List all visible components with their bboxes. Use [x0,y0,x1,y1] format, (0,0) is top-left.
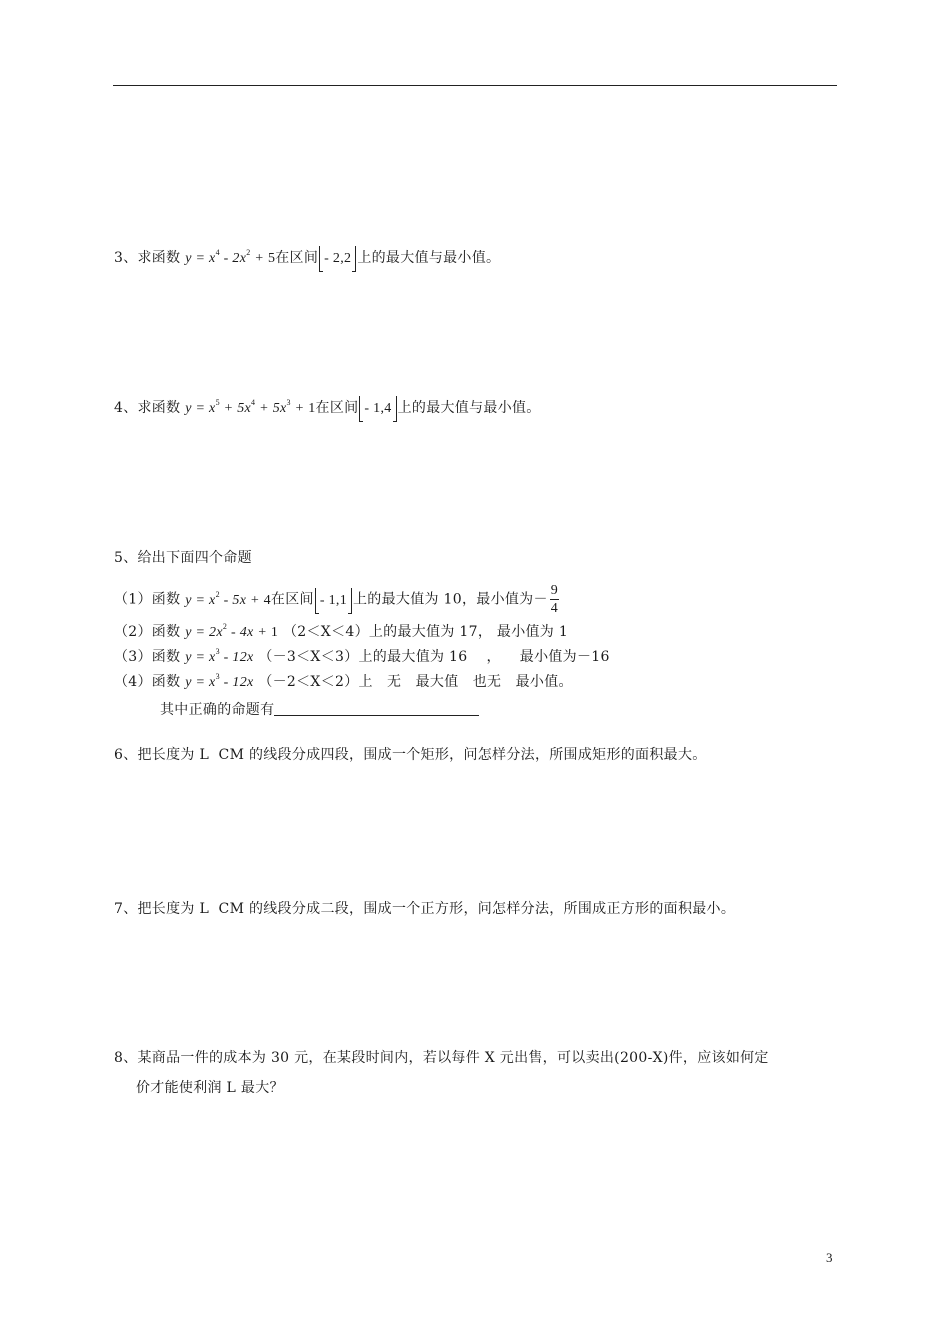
q5-item-3-formula: $y = x^3 - 12x$ [185,647,254,665]
q5-item-2-suffix: （2＜X＜4）上的最大值为 17， 最小值为 1 [283,624,569,640]
question-8-line-1: 8、某商品一件的成本为 30 元，在某段时间内，若以每件 X 元出售，可以卖出(200-X)件，应该如何定 [114,1050,769,1066]
q3-prefix: 3、求函数 [114,250,181,266]
header-rule [113,85,837,86]
fraction-denominator: 4 [550,601,559,616]
q5-item-1-suffix: 上的最大值为 10，最小值为－ [353,591,548,608]
q4-mid: 在区间 [315,400,359,416]
q5-item-1-interval: - 1,1 [315,591,352,611]
q4-interval: - 1,4 [359,399,396,419]
q3-interval: - 2,2 [319,249,356,269]
q5-item-4-suffix: （－2＜X＜2）上 无 最大值 也无 最小值。 [258,674,573,690]
q5-answer-prompt: 其中正确的命题有 [160,702,275,718]
q5-item-4-label: （4）函数 [114,674,181,690]
q3-formula: $y = x^4 - 2x^2 + 5$ [185,248,276,266]
question-8-line-2: 价才能使利润 L 最大？ [136,1080,284,1096]
page-number: 3 [826,1250,833,1265]
q5-item-1-fraction [550,582,559,617]
q5-item-2-formula: $y = 2x^2 - 4x + 1$ [185,622,279,640]
q5-item-4-formula: $y = x^3 - 12x$ [185,672,254,690]
q5-item-4 [114,672,573,693]
q3-suffix: 上的最大值与最小值。 [357,250,501,266]
q5-item-1 [114,582,559,617]
q5-item-3-label: （3）函数 [114,649,181,665]
question-7: 7、把长度为 L CM 的线段分成二段，围成一个正方形，问怎样分法，所围成正方形的面积最小。 [114,901,736,917]
q3-mid: 在区间 [275,250,319,266]
fraction-numerator: 9 [550,583,559,598]
q5-item-3-suffix: （－3＜X＜3）上的最大值为 16 ， 最小值为－16 [258,649,610,665]
question-3 [114,248,500,269]
q4-formula: $y = x^5 + 5x^4 + 5x^3 + 1$ [185,398,316,416]
question-4 [114,398,541,419]
q5-item-2-label: （2）函数 [114,624,181,640]
q5-answer-line [160,700,479,720]
q5-item-3 [114,647,610,668]
q5-item-1-mid: 在区间 [270,591,314,608]
q4-suffix: 上的最大值与最小值。 [397,400,541,416]
q5-item-1-formula: $y = x^2 - 5x + 4$ [185,589,271,608]
q5-title: 5、给出下面四个命题 [114,550,252,566]
q5-item-1-label: （1）函数 [114,591,181,608]
q5-item-2 [114,622,568,643]
question-6: 6、把长度为 L CM 的线段分成四段，围成一个矩形，问怎样分法，所围成矩形的面积最大。 [114,747,707,763]
q4-prefix: 4、求函数 [114,400,181,416]
answer-blank [274,701,479,716]
